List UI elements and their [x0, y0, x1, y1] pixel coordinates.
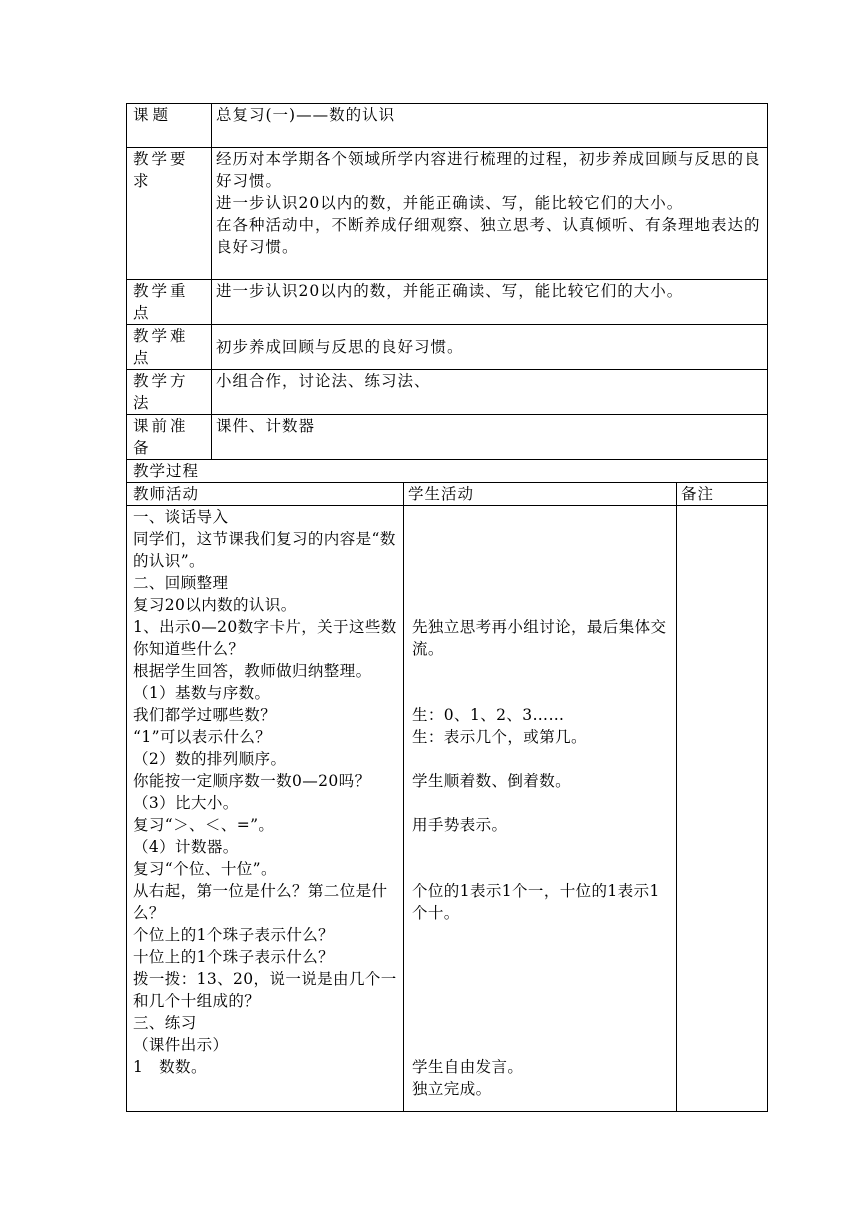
teacher-line: 我们都学过哪些数？ — [133, 706, 277, 724]
methods-text: 小组合作，讨论法、练习法、 — [216, 372, 431, 390]
student-line: 独立完成。 — [412, 1080, 492, 1098]
teacher-line: 复习20以内数的认识。 — [133, 596, 297, 614]
teacher-line: （课件出示） — [133, 1036, 229, 1054]
row-methods — [127, 370, 768, 415]
student-line: 先独立思考再小组讨论，最后集体交流。 — [412, 618, 667, 658]
label-preparation — [127, 415, 212, 460]
student-line: 用手势表示。 — [412, 816, 508, 834]
teacher-line: （2）数的排列顺序。 — [133, 750, 287, 768]
header-student: 学生活动 — [404, 483, 677, 506]
requirement-1: 经历对本学期各个领域所学内容进行梳理的过程，初步养成回顾与反思的良好习惯。 — [216, 150, 761, 190]
content-topic — [212, 104, 768, 148]
topic-text: 总复习(一)——数的认识 — [216, 106, 396, 124]
label-preparation-text: 课前准备 — [133, 417, 189, 457]
label-methods-text: 教学方法 — [133, 372, 189, 412]
teacher-line: 1 数数。 — [133, 1058, 207, 1076]
student-line: 学生自由发言。 — [412, 1058, 524, 1076]
row-key-points — [127, 280, 768, 325]
teacher-line: 十位上的1个珠子表示什么？ — [133, 948, 335, 966]
label-difficulties-text: 教学难点 — [133, 327, 189, 367]
teacher-line: 二、回顾整理 — [133, 574, 229, 592]
row-process-body — [127, 506, 768, 1112]
teacher-line: 复习“个位、十位”。 — [133, 860, 277, 878]
notes-column — [677, 506, 768, 1112]
label-key-points-text: 教学重点 — [133, 282, 189, 322]
content-key-points — [212, 280, 768, 325]
teacher-line: （3）比大小。 — [133, 794, 239, 812]
row-column-headers — [127, 483, 768, 506]
key-points-text: 进一步认识20以内的数，并能正确读、写，能比较它们的大小。 — [216, 282, 684, 300]
preparation-text: 课件、计数器 — [216, 417, 316, 435]
lesson-plan-table — [126, 103, 768, 1112]
student-line: 学生顺着数、倒着数。 — [412, 772, 572, 790]
process-title: 教学过程 — [127, 460, 768, 483]
content-requirements — [212, 148, 768, 280]
label-topic-text: 课题 — [133, 106, 173, 124]
content-methods — [212, 370, 768, 415]
student-activities — [404, 506, 677, 1112]
label-difficulties — [127, 325, 212, 370]
requirement-3: 在各种活动中，不断养成仔细观察、独立思考、认真倾听、有条理地表达的良好习惯。 — [216, 216, 761, 256]
row-difficulties — [127, 325, 768, 370]
content-difficulties — [212, 325, 768, 370]
teacher-line: 拨一拨：13、20，说一说是由几个一和几个十组成的？ — [133, 970, 397, 1010]
row-preparation — [127, 415, 768, 460]
teacher-line: 复习“＞、＜、=”。 — [133, 816, 275, 834]
label-key-points — [127, 280, 212, 325]
label-methods — [127, 370, 212, 415]
teacher-line: 根据学生回答，教师做归纳整理。 — [133, 662, 372, 680]
row-process-title — [127, 460, 768, 483]
header-note: 备注 — [677, 483, 768, 506]
teacher-line: 从右起，第一位是什么？第二位是什么？ — [133, 882, 388, 922]
label-topic — [127, 104, 212, 148]
teacher-line: 一、谈话导入 — [133, 508, 229, 526]
row-topic — [127, 104, 768, 148]
requirement-2: 进一步认识20以内的数，并能正确读、写，能比较它们的大小。 — [216, 194, 684, 212]
teacher-line: “1”可以表示什么？ — [133, 728, 272, 746]
teacher-line: （4）计数器。 — [133, 838, 239, 856]
label-requirements-text: 教学要求 — [133, 150, 189, 190]
lesson-plan-document — [126, 103, 767, 1112]
label-requirements — [127, 148, 212, 280]
teacher-line: （1）基数与序数。 — [133, 684, 271, 702]
difficulties-text: 初步养成回顾与反思的良好习惯。 — [216, 338, 464, 356]
teacher-line: 个位上的1个珠子表示什么？ — [133, 926, 335, 944]
student-line: 个位的1表示1个一，十位的1表示1个十。 — [412, 882, 660, 922]
teacher-line: 三、练习 — [133, 1014, 197, 1032]
student-line: 生：表示几个，或第几。 — [412, 728, 587, 746]
teacher-activities — [127, 506, 404, 1112]
teacher-line: 同学们，这节课我们复习的内容是“数的认识”。 — [133, 530, 396, 570]
teacher-line: 1、出示0—20数字卡片，关于这些数你知道些什么？ — [133, 618, 397, 658]
student-line: 生：0、1、2、3…… — [412, 706, 565, 724]
teacher-line: 你能按一定顺序数一数0—20吗？ — [133, 772, 371, 790]
content-preparation — [212, 415, 768, 460]
header-teacher: 教师活动 — [127, 483, 404, 506]
row-requirements — [127, 148, 768, 280]
